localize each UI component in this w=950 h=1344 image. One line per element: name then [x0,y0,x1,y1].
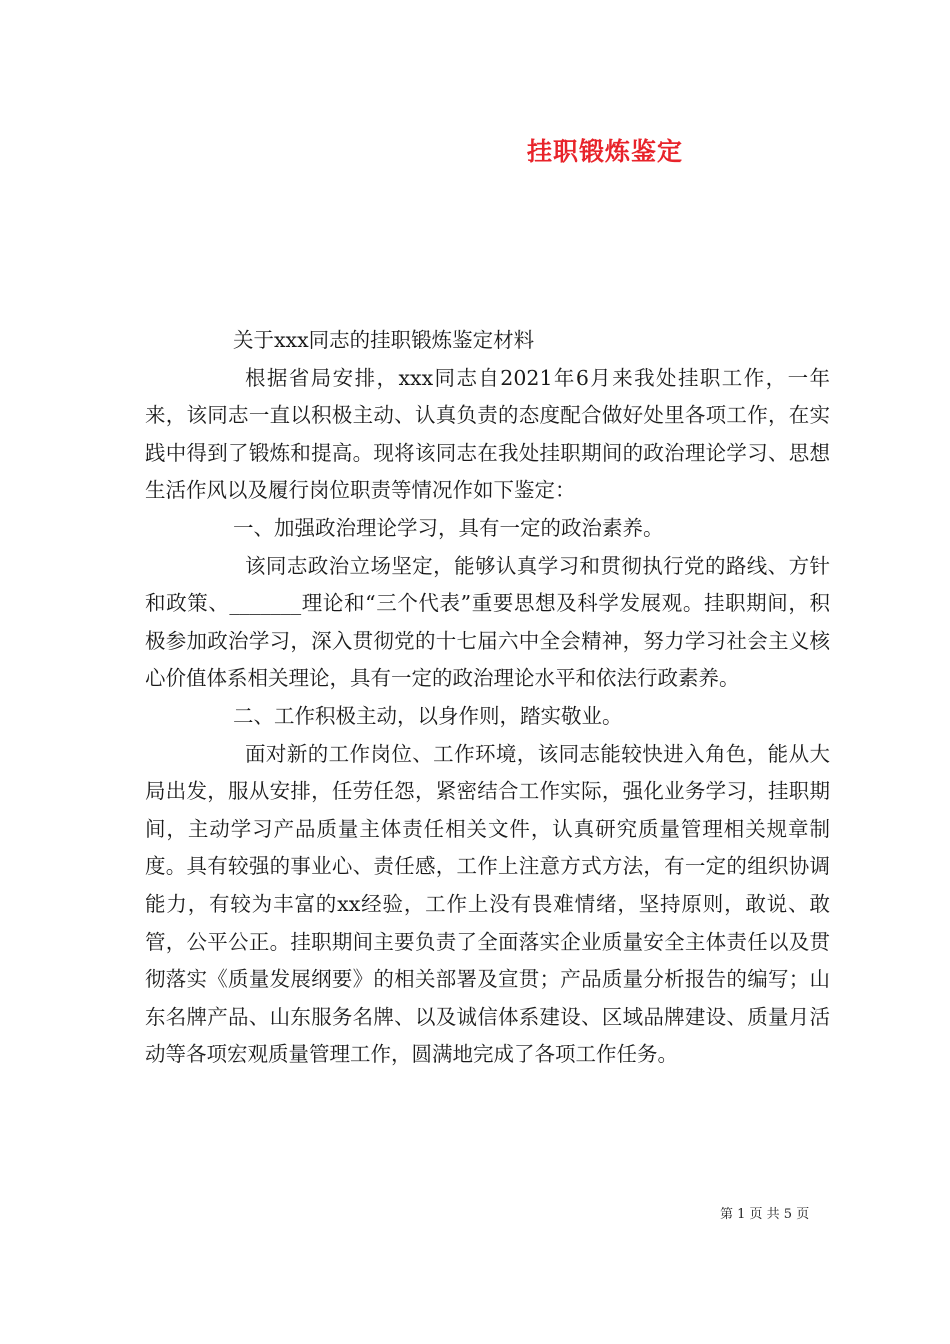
subject-line: 关于xxx同志的挂职锻炼鉴定材料 [233,328,535,352]
document-title: 挂职锻炼鉴定 [527,137,684,166]
section-heading-1: 一、加强政治理论学习，具有一定的政治素养。 [233,515,664,540]
paragraph-political: 该同志政治立场坚定，能够认真学习和贯彻执行党的路线、方针和政策、_______理论和“三个代表”重要思想及科学发展观。挂职期间，积极参加政治学习，深入贯彻党的十七届六中全会精神，努力学习社会主义核心价值体系相关理论，具有一定的政治理论水平和依法行政素养。 [145,553,830,691]
paragraph-work: 面对新的工作岗位、工作环境，该同志能较快进入角色，能从大局出发，服从安排，任劳任怨，紧密结合工作实际，强化业务学习，挂职期间，主动学习产品质量主体责任相关文件，认真研究质量管理相关规章制度。具有较强的事业心、责任感，工作上注意方式方法，有一定的组织协调能力，有较为丰富的xx经验，工作上没有畏难情绪，坚持原则，敢说、敢管，公平公正。挂职期间主要负责了全面落实企业质量安全主体责任以及贯彻落实《质量发展纲要》的相关部署及宣贯；产品质量分析报告的编写；山东名牌产品、山东服务名牌、以及诚信体系建设、区域品牌建设、质量月活动等各项宏观质量管理工作，圆满地完成了各项工作任务。 [145,741,830,1067]
paragraph-intro: 根据省局安排，xxx同志自2021年6月来我处挂职工作，一年来，该同志一直以积极主动、认真负责的态度配合做好处里各项工作，在实践中得到了锻炼和提高。现将该同志在我处挂职期间的政治理论学习、思想生活作风以及履行岗位职责等情况作如下鉴定： [145,365,830,503]
page-number: 第 1 页 共 5 页 [720,1207,810,1222]
section-heading-2: 二、工作积极主动，以身作则，踏实敬业。 [233,703,623,728]
document-body [145,322,830,1074]
